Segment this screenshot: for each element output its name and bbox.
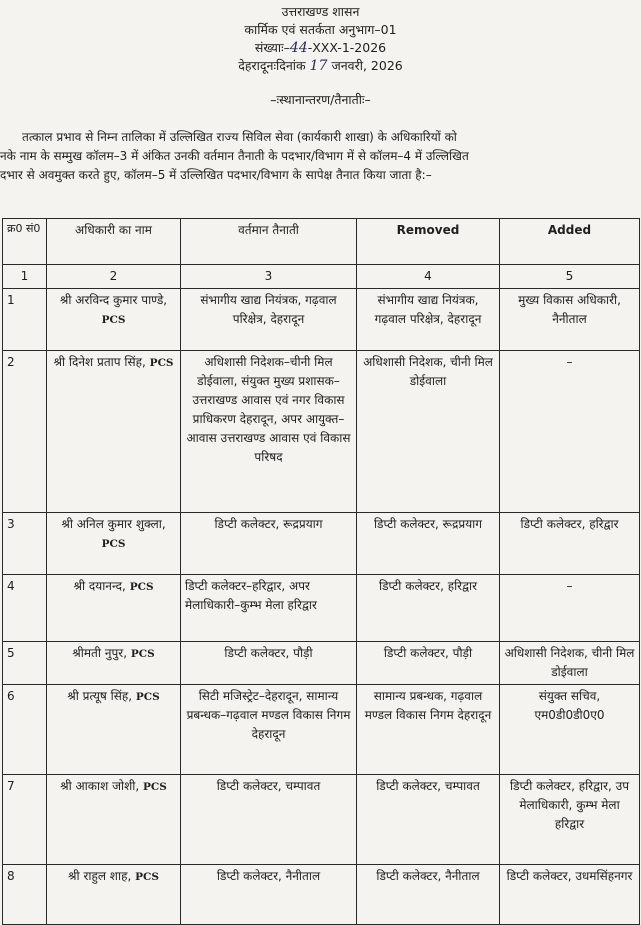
added-cell: मुख्य विकास अधिकारी, नैनीताल xyxy=(500,289,640,351)
added-cell: – xyxy=(500,351,640,513)
intro-paragraph xyxy=(0,128,641,185)
current-posting-cell: डिप्टी कलेक्टर, नैनीताल xyxy=(181,865,357,925)
pcs-tag: PCS xyxy=(129,581,154,593)
date-suffix: जनवरी, 2026 xyxy=(331,58,403,73)
added-cell: डिप्टी कलेक्टर, हरिद्वार, उप मेलाधिकारी, कुम्भ मेला हरिद्वार xyxy=(500,775,640,865)
pcs-tag: PCS xyxy=(130,648,155,660)
officer-name-cell xyxy=(47,775,181,865)
table-row xyxy=(3,351,640,513)
removed-cell: डिप्टी कलेक्टर, हरिद्वार xyxy=(357,575,500,642)
officer-name: श्री अनिल कुमार शुक्ला, xyxy=(61,517,166,531)
pcs-tag: PCS xyxy=(135,871,159,883)
date-prefix: देहरादूनःदिनांक xyxy=(238,58,306,73)
row-serial: 1 xyxy=(3,289,47,351)
added-cell: – xyxy=(500,575,640,642)
pcs-tag: PCS xyxy=(135,691,160,703)
officer-name-cell xyxy=(47,289,181,351)
row-serial: 5 xyxy=(3,642,47,685)
intro-line-3: दभार से अवमुक्त करते हुए, कॉलम–5 में उल्लिखित पदभार/विभाग के सापेक्ष तैनात किया जाता है:– xyxy=(0,168,432,182)
removed-cell: डिप्टी कलेक्टर, नैनीताल xyxy=(357,865,500,925)
intro-line-1: तत्काल प्रभाव से निम्न तालिका में उल्लिखित राज्य सिविल सेवा (कार्यकारी शाखा) के अधिकारियों को xyxy=(22,130,457,144)
officer-name: श्रीमती नुपुर, xyxy=(72,646,128,660)
pcs-tag: PCS xyxy=(101,314,126,326)
header-officer-name: अधिकारी का नाम xyxy=(47,219,181,265)
removed-cell: डिप्टी कलेक्टर, रूद्रप्रयाग xyxy=(357,513,500,575)
current-posting-cell: डिप्टी कलेक्टर, पौड़ी xyxy=(181,642,357,685)
officer-name-cell xyxy=(47,351,181,513)
current-posting-cell: संभागीय खाद्य नियंत्रक, गढ़वाल परिक्षेत्र, देहरादून xyxy=(181,289,357,351)
officer-name: श्री दयानन्द, xyxy=(73,579,126,593)
current-posting-cell: अधिशासी निदेशक–चीनी मिल डोईवाला, संयुक्त मुख्य प्रशासक–उत्तराखण्ड आवास एवं नगर विकास प्राधिकरण देहरादून, अपर आयुक्त–आवास उत्तराखण्ड आवास एवं विकास परिषद xyxy=(181,351,357,513)
added-cell: अधिशासी निदेशक, चीनी मिल डोईवाला xyxy=(500,642,640,685)
added-cell: डिप्टी कलेक्टर, उधमसिंहनगर xyxy=(500,865,640,925)
number-handwritten: 44 xyxy=(289,40,308,56)
table-row xyxy=(3,289,640,351)
officer-name: श्री दिनेश प्रताप सिंह, xyxy=(53,355,146,369)
intro-line-2: नके नाम के सम्मुख कॉलम–3 में अंकित उनकी वर्तमान तैनाती के पदभार/विभाग में से कॉलम–4 में उल्लिखित xyxy=(0,149,469,163)
order-date xyxy=(0,58,641,74)
table-row xyxy=(3,775,640,865)
officer-name-cell xyxy=(47,865,181,925)
removed-cell: संभागीय खाद्य नियंत्रक, गढ़वाल परिक्षेत्र, देहरादून xyxy=(357,289,500,351)
officer-name: श्री प्रत्यूष सिंह, xyxy=(67,689,133,703)
officer-name-cell xyxy=(47,642,181,685)
row-serial: 3 xyxy=(3,513,47,575)
added-cell: डिप्टी कलेक्टर, हरिद्वार xyxy=(500,513,640,575)
pcs-tag: PCS xyxy=(101,538,126,550)
date-handwritten: 17 xyxy=(309,58,328,74)
current-posting-cell: सिटी मजिस्ट्रेट–देहरादून, सामान्य प्रबन्धक–गढ़वाल मण्डल विकास निगम देहरादून xyxy=(181,685,357,775)
department-line: कार्मिक एवं सतर्कता अनुभाग–01 xyxy=(244,22,397,37)
officer-name: श्री आकाश जोशी, xyxy=(60,779,140,793)
govt-title: उत्तराखण्ड शासन xyxy=(281,4,360,19)
added-cell: संयुक्त सचिव, एम0डी0डी0ए0 xyxy=(500,685,640,775)
header-removed: Removed xyxy=(357,219,500,265)
number-suffix: -XXX-1-2026 xyxy=(307,40,387,55)
number-prefix: संख्याः– xyxy=(254,40,290,55)
officer-name: श्री राहुल शाह, xyxy=(68,869,132,883)
row-serial: 2 xyxy=(3,351,47,513)
col-number-4: 4 xyxy=(357,265,500,289)
header-added: Added xyxy=(500,219,640,265)
transfer-table xyxy=(2,218,640,925)
table-row xyxy=(3,685,640,775)
table-row xyxy=(3,575,640,642)
row-serial: 7 xyxy=(3,775,47,865)
row-serial: 6 xyxy=(3,685,47,775)
removed-cell: सामान्य प्रबन्धक, गढ़वाल मण्डल विकास निगम देहरादून xyxy=(357,685,500,775)
pcs-tag: PCS xyxy=(143,781,167,793)
pcs-tag: PCS xyxy=(149,357,174,369)
header-serial: क्र0 सं0 xyxy=(3,219,47,265)
row-serial: 8 xyxy=(3,865,47,925)
officer-name-cell xyxy=(47,685,181,775)
table-row xyxy=(3,865,640,925)
order-number xyxy=(0,40,641,56)
header-current-posting: वर्तमान तैनाती xyxy=(181,219,357,265)
col-number-3: 3 xyxy=(181,265,357,289)
subject-line: –ःस्थानान्तरण/तैनातीः– xyxy=(270,92,371,107)
col-number-1: 1 xyxy=(3,265,47,289)
removed-cell: अधिशासी निदेशक, चीनी मिल डोईवाला xyxy=(357,351,500,513)
officer-name-cell xyxy=(47,513,181,575)
current-posting-cell: डिप्टी कलेक्टर, चम्पावत xyxy=(181,775,357,865)
col-number-2: 2 xyxy=(47,265,181,289)
removed-cell: डिप्टी कलेक्टर, पौड़ी xyxy=(357,642,500,685)
table-row xyxy=(3,513,640,575)
current-posting-cell: डिप्टी कलेक्टर–हरिद्वार, अपर मेलाधिकारी–कुम्भ मेला हरिद्वार xyxy=(181,575,357,642)
officer-name: श्री अरविन्द कुमार पाण्डे, xyxy=(59,293,168,307)
officer-name-cell xyxy=(47,575,181,642)
row-serial: 4 xyxy=(3,575,47,642)
table-row xyxy=(3,642,640,685)
current-posting-cell: डिप्टी कलेक्टर, रूद्रप्रयाग xyxy=(181,513,357,575)
col-number-5: 5 xyxy=(500,265,640,289)
removed-cell: डिप्टी कलेक्टर, चम्पावत xyxy=(357,775,500,865)
